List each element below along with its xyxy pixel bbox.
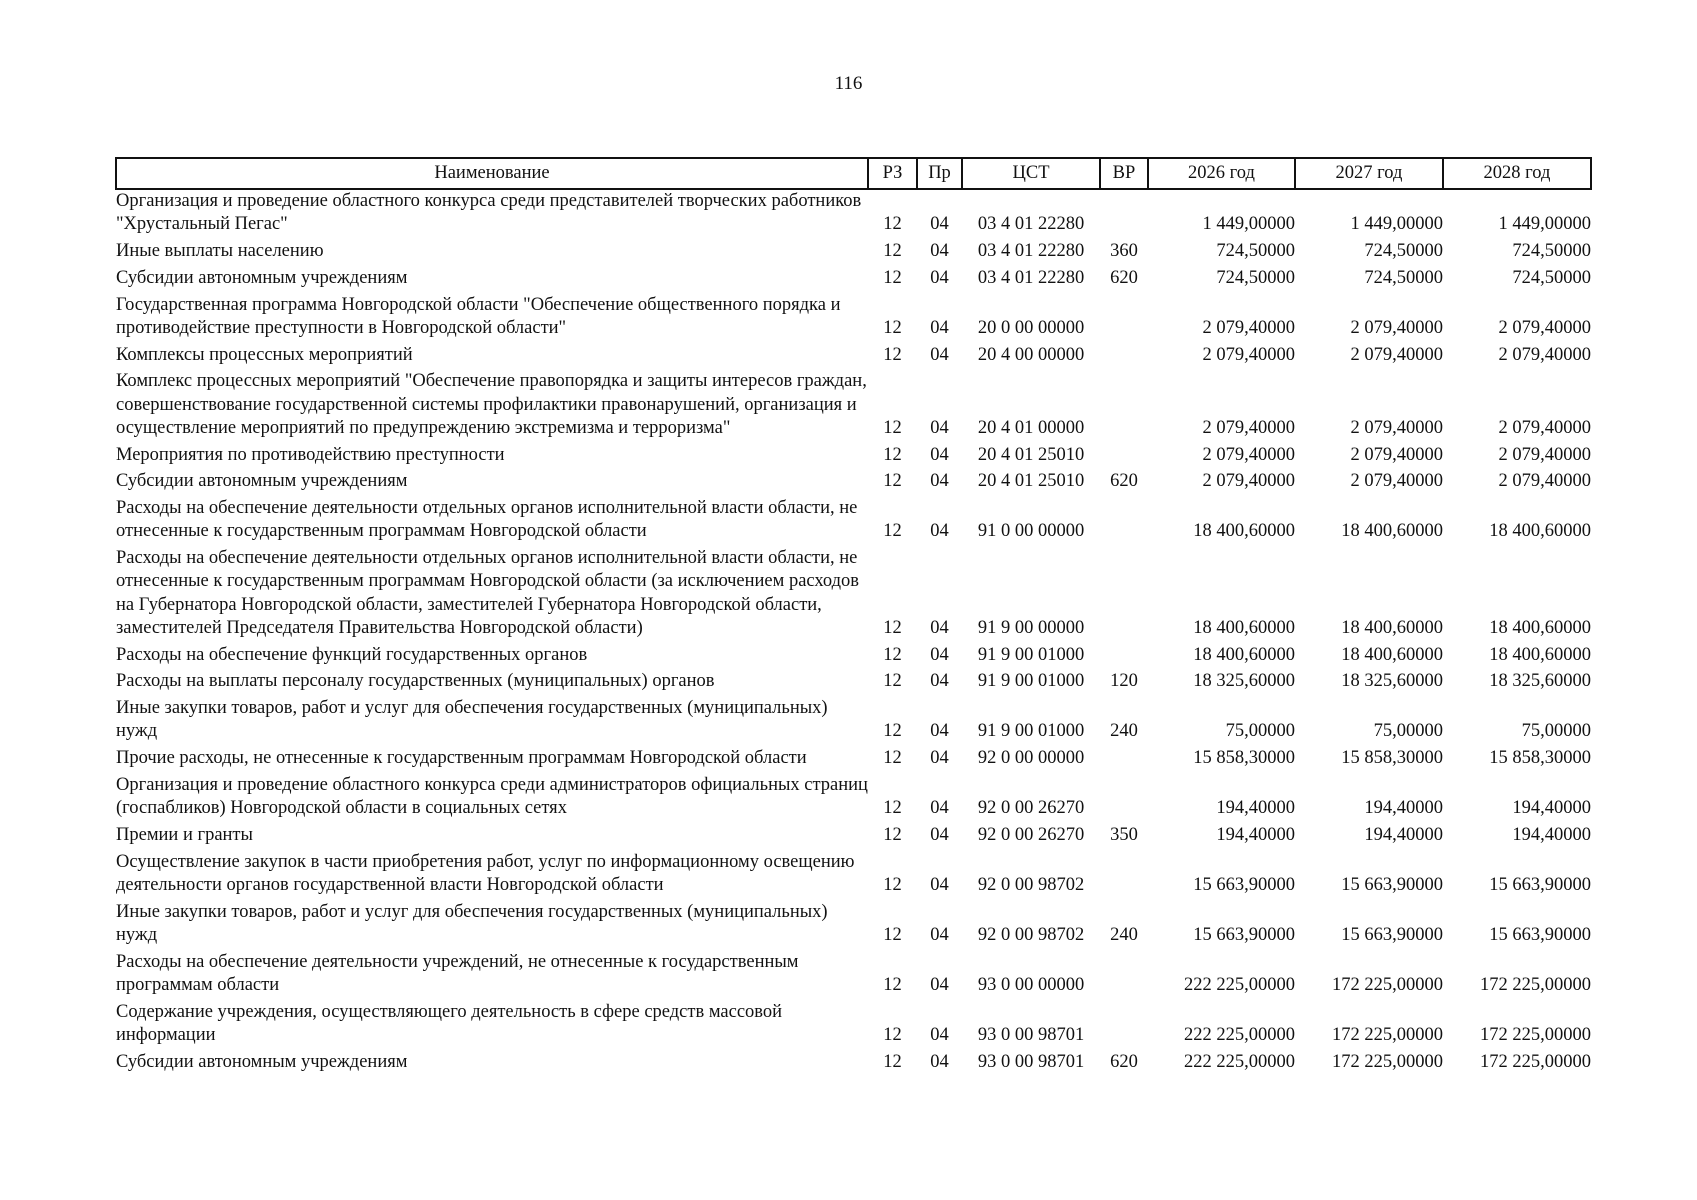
cell-2027: 172 225,00000 xyxy=(1332,1024,1443,1045)
cell-2028: 2 079,40000 xyxy=(1498,417,1591,438)
cell-rz: 12 xyxy=(883,317,902,338)
cell-2028: 1 449,00000 xyxy=(1498,214,1591,235)
cell-2026: 724,50000 xyxy=(1216,267,1295,288)
cell-name: Прочие расходы, не отнесенные к государственным программам Новгородской области xyxy=(116,748,807,769)
cell-2026: 2 079,40000 xyxy=(1202,317,1295,338)
cell-rz: 12 xyxy=(883,344,902,365)
cell-2027: 18 400,60000 xyxy=(1341,617,1443,638)
cell-pr: 04 xyxy=(930,924,949,945)
cell-vr xyxy=(1100,294,1148,344)
cell-pr: 04 xyxy=(930,644,949,665)
table-row xyxy=(116,344,1591,371)
cell-2028: 2 079,40000 xyxy=(1498,444,1591,465)
cell-vr xyxy=(1100,951,1148,1001)
cell-pr: 04 xyxy=(930,1051,949,1072)
cell-rz: 12 xyxy=(883,924,902,945)
cell-cst: 20 4 01 00000 xyxy=(977,417,1085,438)
header-2026: 2026 год xyxy=(1148,158,1295,189)
table-row xyxy=(116,851,1591,901)
cell-2028: 15 858,30000 xyxy=(1489,748,1591,769)
cell-name: Расходы на выплаты персоналу государственных (муниципальных) органов xyxy=(116,671,715,692)
table-row xyxy=(116,747,1591,774)
cell-cst: 20 0 00 00000 xyxy=(977,317,1085,338)
table-row xyxy=(116,444,1591,471)
cell-2028: 18 400,60000 xyxy=(1489,644,1591,665)
cell-cst: 93 0 00 00000 xyxy=(977,974,1085,995)
cell-2027: 2 079,40000 xyxy=(1350,444,1443,465)
cell-vr xyxy=(1100,1001,1148,1051)
cell-pr: 04 xyxy=(930,444,949,465)
cell-rz: 12 xyxy=(883,471,902,492)
header-name: Наименование xyxy=(116,158,868,189)
table-row xyxy=(116,189,1591,240)
cell-name: Субсидии автономным учреждениям xyxy=(116,267,408,288)
cell-vr xyxy=(1100,444,1148,471)
cell-2026: 194,40000 xyxy=(1216,824,1295,845)
page-number: 116 xyxy=(834,73,863,94)
header-vr: ВР xyxy=(1100,158,1148,189)
cell-vr xyxy=(1100,644,1148,671)
table-row xyxy=(116,470,1591,497)
cell-rz: 12 xyxy=(883,671,902,692)
cell-2027: 194,40000 xyxy=(1364,798,1443,819)
cell-2027: 15 663,90000 xyxy=(1341,874,1443,895)
cell-2027: 75,00000 xyxy=(1373,721,1443,742)
cell-2028: 2 079,40000 xyxy=(1498,471,1591,492)
cell-vr xyxy=(1100,497,1148,547)
cell-name: Организация и проведение областного конкурса среди администраторов официальных страниц (госпабликов) Новгородской области в социальных сетях xyxy=(116,774,868,819)
cell-2027: 724,50000 xyxy=(1364,267,1443,288)
cell-vr: 360 xyxy=(1110,241,1138,261)
cell-2026: 75,00000 xyxy=(1225,721,1295,742)
cell-cst: 91 9 00 01000 xyxy=(977,721,1085,742)
table-row xyxy=(116,1051,1591,1078)
cell-vr xyxy=(1100,370,1148,443)
cell-2027: 1 449,00000 xyxy=(1350,214,1443,235)
cell-name: Иные выплаты населению xyxy=(116,241,324,261)
cell-2028: 15 663,90000 xyxy=(1489,924,1591,945)
cell-name: Комплексы процессных мероприятий xyxy=(116,344,413,365)
cell-vr xyxy=(1100,774,1148,824)
table-row xyxy=(116,697,1591,747)
cell-rz: 12 xyxy=(883,1051,902,1072)
cell-2027: 15 663,90000 xyxy=(1341,924,1443,945)
cell-cst: 03 4 01 22280 xyxy=(977,267,1085,288)
cell-pr: 04 xyxy=(930,521,949,542)
cell-cst: 91 9 00 01000 xyxy=(977,644,1085,665)
cell-2027: 18 400,60000 xyxy=(1341,521,1443,542)
cell-cst: 92 0 00 98702 xyxy=(977,874,1085,895)
cell-pr: 04 xyxy=(930,317,949,338)
cell-2027: 15 858,30000 xyxy=(1341,748,1443,769)
cell-cst: 92 0 00 98702 xyxy=(977,924,1085,945)
cell-name: Расходы на обеспечение функций государственных органов xyxy=(116,644,588,665)
cell-2027: 2 079,40000 xyxy=(1350,471,1443,492)
table-row xyxy=(116,1001,1591,1051)
cell-vr xyxy=(1100,189,1148,240)
table-row xyxy=(116,901,1591,951)
cell-2026: 18 325,60000 xyxy=(1193,671,1295,692)
cell-pr: 04 xyxy=(930,267,949,288)
cell-vr: 240 xyxy=(1110,924,1138,945)
cell-vr: 350 xyxy=(1110,824,1138,845)
cell-name: Организация и проведение областного конкурса среди представителей творческих работников "Хрустальный Пегас" xyxy=(116,191,862,235)
cell-2026: 15 858,30000 xyxy=(1193,748,1295,769)
cell-name: Расходы на обеспечение деятельности отдельных органов исполнительной власти области, не отнесенные к государственным программам Новгородской области (за исключением расходов на Губернатора Новгородской области, заместителей Губернатора Новгородской области, заместителей Председателя Правительства Новгородской области) xyxy=(116,548,860,638)
table-row xyxy=(116,644,1591,671)
cell-vr: 620 xyxy=(1110,267,1138,288)
cell-name: Субсидии автономным учреждениям xyxy=(116,1051,408,1072)
cell-2027: 724,50000 xyxy=(1364,241,1443,261)
cell-rz: 12 xyxy=(883,214,902,235)
cell-2026: 18 400,60000 xyxy=(1193,644,1295,665)
cell-rz: 12 xyxy=(883,824,902,845)
cell-2026: 18 400,60000 xyxy=(1193,617,1295,638)
cell-rz: 12 xyxy=(883,721,902,742)
cell-rz: 12 xyxy=(883,617,902,638)
cell-vr xyxy=(1100,547,1148,643)
cell-cst: 20 4 01 25010 xyxy=(977,444,1085,465)
cell-name: Иные закупки товаров, работ и услуг для обеспечения государственных (муниципальных) нужд xyxy=(116,901,828,945)
cell-cst: 91 9 00 00000 xyxy=(977,617,1085,638)
cell-2026: 2 079,40000 xyxy=(1202,471,1295,492)
cell-2026: 2 079,40000 xyxy=(1202,344,1295,365)
cell-2026: 222 225,00000 xyxy=(1184,1024,1295,1045)
budget-table xyxy=(115,157,1592,1078)
cell-pr: 04 xyxy=(930,874,949,895)
table-row xyxy=(116,824,1591,851)
cell-cst: 03 4 01 22280 xyxy=(977,214,1085,235)
cell-2027: 18 400,60000 xyxy=(1341,644,1443,665)
cell-name: Комплекс процессных мероприятий "Обеспечение правопорядка и защиты интересов граждан, совершенствование государственной системы профилактики правонарушений, организация и осуществление мероприятий по предупреждению экстремизма и терроризма" xyxy=(116,371,867,438)
cell-rz: 12 xyxy=(883,521,902,542)
cell-2027: 2 079,40000 xyxy=(1350,317,1443,338)
cell-cst: 91 0 00 00000 xyxy=(977,521,1085,542)
cell-vr xyxy=(1100,851,1148,901)
cell-2028: 172 225,00000 xyxy=(1480,1024,1591,1045)
cell-2026: 2 079,40000 xyxy=(1202,417,1295,438)
cell-2028: 18 400,60000 xyxy=(1489,617,1591,638)
cell-cst: 20 4 01 25010 xyxy=(977,471,1085,492)
table-body xyxy=(116,189,1591,1078)
cell-name: Осуществление закупок в части приобретения работ, услуг по информационному освещению деятельности органов государственной власти Новгородской области xyxy=(116,851,855,895)
table-row xyxy=(116,951,1591,1001)
cell-rz: 12 xyxy=(883,267,902,288)
table-row xyxy=(116,240,1591,267)
cell-vr: 120 xyxy=(1110,671,1138,692)
table-row xyxy=(116,670,1591,697)
cell-pr: 04 xyxy=(930,617,949,638)
cell-rz: 12 xyxy=(883,417,902,438)
cell-rz: 12 xyxy=(883,974,902,995)
cell-cst: 93 0 00 98701 xyxy=(977,1051,1085,1072)
cell-2026: 724,50000 xyxy=(1216,241,1295,261)
cell-2028: 75,00000 xyxy=(1521,721,1591,742)
cell-2027: 18 325,60000 xyxy=(1341,671,1443,692)
cell-cst: 91 9 00 01000 xyxy=(977,671,1085,692)
cell-pr: 04 xyxy=(930,417,949,438)
cell-pr: 04 xyxy=(930,214,949,235)
cell-vr: 620 xyxy=(1110,1051,1138,1072)
header-rz: РЗ xyxy=(868,158,917,189)
cell-pr: 04 xyxy=(930,824,949,845)
cell-2028: 172 225,00000 xyxy=(1480,974,1591,995)
cell-2028: 18 325,60000 xyxy=(1489,671,1591,692)
cell-name: Расходы на обеспечение деятельности отдельных органов исполнительной власти области, не отнесенные к государственным программам Новгородской области xyxy=(116,498,858,542)
cell-cst: 20 4 00 00000 xyxy=(977,344,1085,365)
cell-pr: 04 xyxy=(930,671,949,692)
header-pr: Пр xyxy=(917,158,962,189)
cell-2026: 2 079,40000 xyxy=(1202,444,1295,465)
table-row xyxy=(116,267,1591,294)
cell-vr xyxy=(1100,344,1148,371)
cell-name: Государственная программа Новгородской области "Обеспечение общественного порядка и противодействие преступности в Новгородской области" xyxy=(116,294,841,338)
cell-cst: 92 0 00 00000 xyxy=(977,748,1085,769)
cell-2026: 15 663,90000 xyxy=(1193,924,1295,945)
cell-pr: 04 xyxy=(930,344,949,365)
cell-pr: 04 xyxy=(930,721,949,742)
cell-rz: 12 xyxy=(883,444,902,465)
table-row xyxy=(116,547,1591,643)
cell-name: Субсидии автономным учреждениям xyxy=(116,471,408,492)
header-cst: ЦСТ xyxy=(962,158,1100,189)
cell-2028: 172 225,00000 xyxy=(1480,1051,1591,1072)
table-row xyxy=(116,497,1591,547)
cell-2026: 194,40000 xyxy=(1216,798,1295,819)
cell-2028: 724,50000 xyxy=(1512,267,1591,288)
cell-name: Премии и гранты xyxy=(116,824,253,845)
cell-pr: 04 xyxy=(930,798,949,819)
cell-rz: 12 xyxy=(883,874,902,895)
cell-2026: 222 225,00000 xyxy=(1184,1051,1295,1072)
cell-rz: 12 xyxy=(883,798,902,819)
cell-pr: 04 xyxy=(930,471,949,492)
cell-2026: 18 400,60000 xyxy=(1193,521,1295,542)
cell-2028: 15 663,90000 xyxy=(1489,874,1591,895)
cell-rz: 12 xyxy=(883,644,902,665)
cell-2028: 194,40000 xyxy=(1512,798,1591,819)
cell-cst: 03 4 01 22280 xyxy=(977,241,1085,261)
cell-2027: 194,40000 xyxy=(1364,824,1443,845)
cell-vr: 240 xyxy=(1110,721,1138,742)
cell-name: Содержание учреждения, осуществляющего деятельность в сфере средств массовой информации xyxy=(116,1001,783,1045)
cell-cst: 92 0 00 26270 xyxy=(977,798,1085,819)
cell-name: Мероприятия по противодействию преступности xyxy=(116,444,505,465)
table-row xyxy=(116,774,1591,824)
cell-name: Расходы на обеспечение деятельности учреждений, не отнесенные к государственным программам области xyxy=(116,951,799,995)
cell-2028: 724,50000 xyxy=(1512,241,1591,261)
header-2028: 2028 год xyxy=(1443,158,1591,189)
cell-2027: 172 225,00000 xyxy=(1332,1051,1443,1072)
cell-2026: 15 663,90000 xyxy=(1193,874,1295,895)
cell-2028: 18 400,60000 xyxy=(1489,521,1591,542)
cell-2027: 172 225,00000 xyxy=(1332,974,1443,995)
cell-vr xyxy=(1100,747,1148,774)
table-header-row xyxy=(116,158,1591,189)
cell-rz: 12 xyxy=(883,241,902,261)
cell-2026: 1 449,00000 xyxy=(1202,214,1295,235)
cell-2026: 222 225,00000 xyxy=(1184,974,1295,995)
cell-2027: 2 079,40000 xyxy=(1350,344,1443,365)
cell-rz: 12 xyxy=(883,748,902,769)
cell-pr: 04 xyxy=(930,1024,949,1045)
table-row xyxy=(116,370,1591,443)
cell-rz: 12 xyxy=(883,1024,902,1045)
cell-2027: 2 079,40000 xyxy=(1350,417,1443,438)
cell-cst: 92 0 00 26270 xyxy=(977,824,1085,845)
cell-pr: 04 xyxy=(930,748,949,769)
cell-2028: 2 079,40000 xyxy=(1498,344,1591,365)
cell-pr: 04 xyxy=(930,974,949,995)
cell-pr: 04 xyxy=(930,241,949,261)
cell-2028: 194,40000 xyxy=(1512,824,1591,845)
cell-vr: 620 xyxy=(1110,471,1138,492)
header-2027: 2027 год xyxy=(1295,158,1443,189)
table-row xyxy=(116,294,1591,344)
cell-cst: 93 0 00 98701 xyxy=(977,1024,1085,1045)
cell-2028: 2 079,40000 xyxy=(1498,317,1591,338)
cell-name: Иные закупки товаров, работ и услуг для обеспечения государственных (муниципальных) нужд xyxy=(116,698,828,742)
